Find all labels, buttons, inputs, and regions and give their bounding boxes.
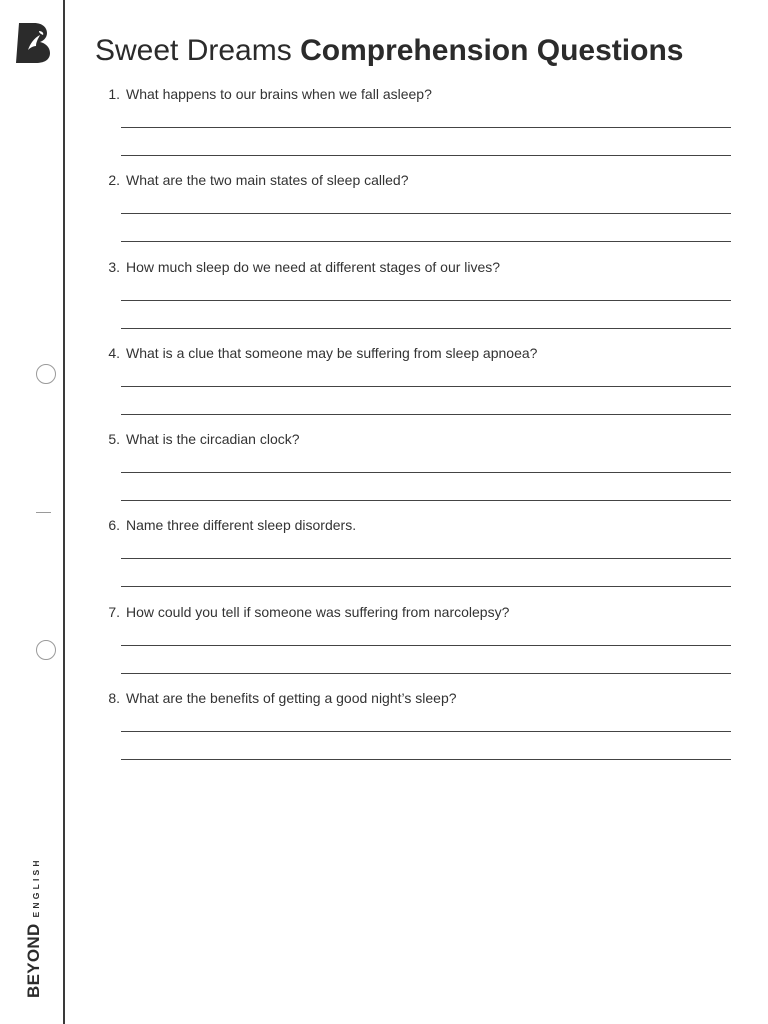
question-number: 8. [108, 690, 120, 707]
page-title [95, 34, 683, 68]
question-item [98, 84, 738, 170]
question-text: What happens to our brains when we fall asleep? [126, 86, 432, 102]
question-number: 4. [108, 344, 120, 361]
question-number: 6. [108, 517, 120, 534]
punch-hole [36, 364, 56, 384]
answer-line[interactable] [121, 673, 731, 674]
question-number: 1. [108, 86, 120, 102]
question-text: What is a clue that someone may be suffering from sleep apnoea? [126, 344, 538, 361]
question-item [98, 602, 738, 688]
answer-line[interactable] [121, 213, 731, 214]
answer-line[interactable] [121, 645, 731, 646]
title-bold: Comprehension Questions [300, 34, 684, 67]
brand-wordmark [24, 857, 44, 998]
question-number: 7. [108, 603, 120, 620]
question-item [98, 343, 738, 429]
question-item [98, 170, 738, 256]
title-light: Sweet Dreams [95, 34, 292, 67]
question-number: 3. [108, 258, 120, 275]
answer-line[interactable] [121, 386, 731, 387]
beyond-logo-icon [14, 20, 52, 66]
question-list [98, 84, 738, 774]
margin-line [63, 0, 65, 1024]
question-item [98, 688, 738, 774]
answer-line[interactable] [121, 472, 731, 473]
answer-line[interactable] [121, 759, 731, 760]
answer-line[interactable] [121, 241, 731, 242]
question-text: What are the two main states of sleep called? [126, 172, 409, 189]
answer-line[interactable] [121, 328, 731, 329]
question-item [98, 515, 738, 601]
question-text: What are the benefits of getting a good night’s sleep? [126, 690, 457, 707]
answer-line[interactable] [121, 558, 731, 559]
answer-line[interactable] [121, 500, 731, 501]
answer-line[interactable] [121, 731, 731, 732]
answer-line[interactable] [121, 586, 731, 587]
question-number: 2. [108, 172, 120, 189]
question-text: How could you tell if someone was suffering from narcolepsy? [126, 603, 510, 620]
question-text: How much sleep do we need at different stages of our lives? [126, 258, 501, 275]
question-text: What is the circadian clock? [126, 431, 300, 448]
brand-sub: ENGLISH [31, 857, 41, 918]
punch-hole [36, 640, 56, 660]
answer-line[interactable] [121, 300, 731, 301]
question-text: Name three different sleep disorders. [126, 517, 357, 534]
answer-line[interactable] [121, 127, 731, 128]
brand-main: BEYOND [24, 923, 43, 998]
fold-mark [36, 512, 51, 513]
question-number: 5. [108, 431, 120, 448]
answer-line[interactable] [121, 414, 731, 415]
question-item [98, 429, 738, 515]
question-item [98, 257, 738, 343]
answer-line[interactable] [121, 155, 731, 156]
